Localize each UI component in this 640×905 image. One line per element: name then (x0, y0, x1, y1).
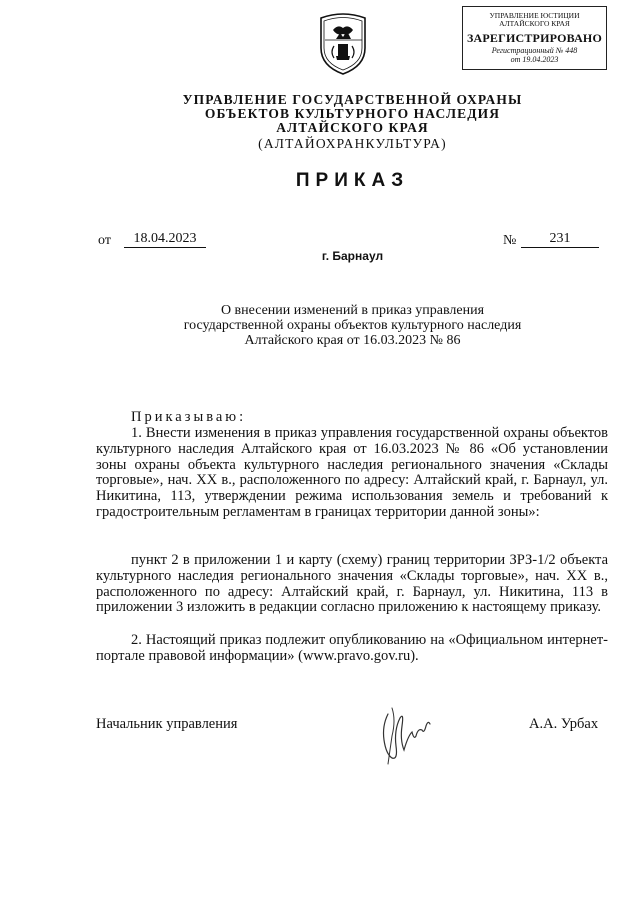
paragraph-1-continuation: пункт 2 в приложении 1 и карту (схему) границ территории ЗРЗ-1/2 объекта культурного наследия регионального значения «Склады торговые», нач. XX в., расположенного по адресу: Алтайский край, г. Барнаул, ул. Никитина, 113 в приложении 3 изложить в редакции согласно приложению к настоящему приказу. (96, 552, 608, 616)
coat-of-arms-icon (316, 12, 370, 76)
date-prefix: от (98, 233, 111, 248)
org-name-line-3: АЛТАЙСКОГО КРАЯ (276, 120, 429, 135)
stamp-reg-date: от 19.04.2023 (510, 54, 559, 64)
stamp-reg-number: Регистрационный № 448 (491, 46, 578, 56)
stamp-status: ЗАРЕГИСТРИРОВАНО (466, 30, 602, 45)
order-word: Приказываю: (131, 409, 247, 425)
number-prefix: № (503, 233, 517, 248)
stamp-line-2: АЛТАЙСКОГО КРАЯ (499, 18, 570, 28)
subject-line-1: О внесении изменений в приказ управления (220, 303, 485, 318)
paragraph-2: 2. Настоящий приказ подлежит опубликованию на «Официальном интернет-портале правовой информации» (www.pravo.gov.ru). (96, 632, 608, 664)
registration-stamp (462, 6, 607, 70)
org-name-line-2: ОБЪЕКТОВ КУЛЬТУРНОГО НАСЛЕДИЯ (204, 106, 501, 121)
document-date: 18.04.2023 (124, 231, 206, 248)
subject-line-3: Алтайского края от 16.03.2023 № 86 (244, 333, 461, 348)
city: г. Барнаул (321, 249, 384, 263)
subject-line-2: государственной охраны объектов культурного наследия (183, 318, 522, 333)
signature-icon (374, 706, 444, 768)
paragraph-1: 1. Внести изменения в приказ управления государственной охраны объектов культурного наследия Алтайского края от 16.03.2023 № 86 «Об установлении зоны охраны объекта культурного наследия регионального значения «Склады торговые», нач. XX в., расположенного по адресу: Алтайский край, г. Барнаул, ул. Никитина, 113, утверждении режима использования земель и требований к градостроительным регламентам в границах территории данной зоны»: (96, 425, 608, 520)
document-title: ПРИКАЗ (295, 170, 410, 191)
org-short-name: (АЛТАЙОХРАНКУЛЬТУРА) (258, 136, 447, 151)
stamp-line-1: УПРАВЛЕНИЕ ЮСТИЦИИ (489, 11, 580, 20)
signer-name: А.А. Урбах (529, 716, 599, 732)
org-name-line-1: УПРАВЛЕНИЕ ГОСУДАРСТВЕННОЙ ОХРАНЫ (182, 92, 523, 107)
signer-title: Начальник управления (96, 716, 238, 732)
document-number: 231 (521, 231, 599, 248)
